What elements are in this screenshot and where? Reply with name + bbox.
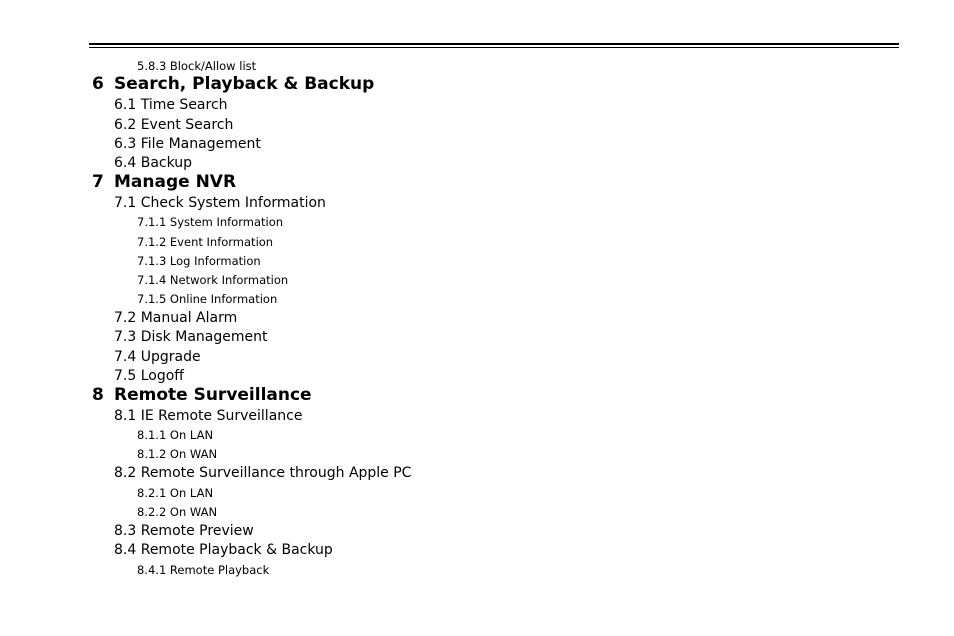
toc-entry[interactable] [114,330,267,344]
toc-entry-text: 8.2.2 On WAN [137,505,218,519]
chapter-number: 7 [92,172,104,192]
toc-entry[interactable] [137,294,277,306]
toc-entry-text: 7.1.1 System Information [137,215,284,229]
toc-entry[interactable] [137,430,213,442]
toc-entry-text: 8.4 Remote Playback & Backup [114,542,333,558]
toc-entry-text: 8.1.1 On LAN [137,428,214,442]
toc-entry[interactable] [114,543,333,557]
toc-entry-text: 7.1.4 Network Information [137,273,289,287]
toc-entry[interactable] [114,350,201,364]
toc-entry-text: 6.1 Time Search [114,97,228,113]
toc-entry-text: 7.2 Manual Alarm [114,310,238,326]
header-rule-thin [89,47,899,48]
toc-entry[interactable] [137,507,217,519]
toc-entry-text: 7.1.3 Log Information [137,254,261,268]
toc-entry-text: 8.2.1 On LAN [137,486,214,500]
toc-entry[interactable] [137,61,256,73]
toc-entry-text: 8.1 IE Remote Surveillance [114,408,303,424]
toc-entry[interactable] [114,98,228,112]
toc-entry-text: 7.1 Check System Information [114,195,326,211]
toc-entry[interactable] [114,369,184,383]
toc-entry[interactable] [114,156,192,170]
chapter-title: Search, Playback & Backup [114,74,375,94]
chapter-number: 6 [92,74,104,94]
toc-entry[interactable] [137,565,269,577]
toc-entry-text: 7.4 Upgrade [114,349,201,365]
toc-entry[interactable] [114,409,302,423]
toc-entry-text: 7.5 Logoff [114,368,184,384]
toc-entry-text: 6.2 Event Search [114,117,234,133]
toc-entry-text: 7.3 Disk Management [114,329,268,345]
toc-entry[interactable] [137,275,288,287]
toc-entry[interactable] [114,137,261,151]
toc-entry[interactable] [114,118,233,132]
toc-entry-text: 6.4 Backup [114,155,193,171]
toc-entry[interactable] [137,237,273,249]
toc-entry-text: 6.3 File Management [114,136,261,152]
toc-entry[interactable] [137,449,217,461]
toc-chapter-heading[interactable] [92,76,374,93]
chapter-title: Remote Surveillance [114,385,312,405]
toc-entry[interactable] [114,311,237,325]
toc-entry[interactable] [114,466,411,480]
toc-entry-text: 8.3 Remote Preview [114,523,254,539]
header-rule [89,43,899,45]
toc-entry-text: 7.1.2 Event Information [137,235,274,249]
toc-entry[interactable] [114,524,254,538]
toc-chapter-heading[interactable] [92,174,236,191]
toc-entry[interactable] [137,217,283,229]
chapter-title: Manage NVR [114,172,237,192]
toc-chapter-heading[interactable] [92,387,312,404]
toc-entry[interactable] [114,196,326,210]
toc-entry-text: 8.2 Remote Surveillance through Apple PC [114,465,412,481]
toc-entry-text: 5.8.3 Block/Allow list [137,59,257,73]
toc-entry-text: 7.1.5 Online Information [137,292,278,306]
toc-entry-text: 8.1.2 On WAN [137,447,218,461]
toc-entry[interactable] [137,256,261,268]
chapter-number: 8 [92,385,104,405]
toc-entry[interactable] [137,488,213,500]
toc-entry-text: 8.4.1 Remote Playback [137,563,270,577]
